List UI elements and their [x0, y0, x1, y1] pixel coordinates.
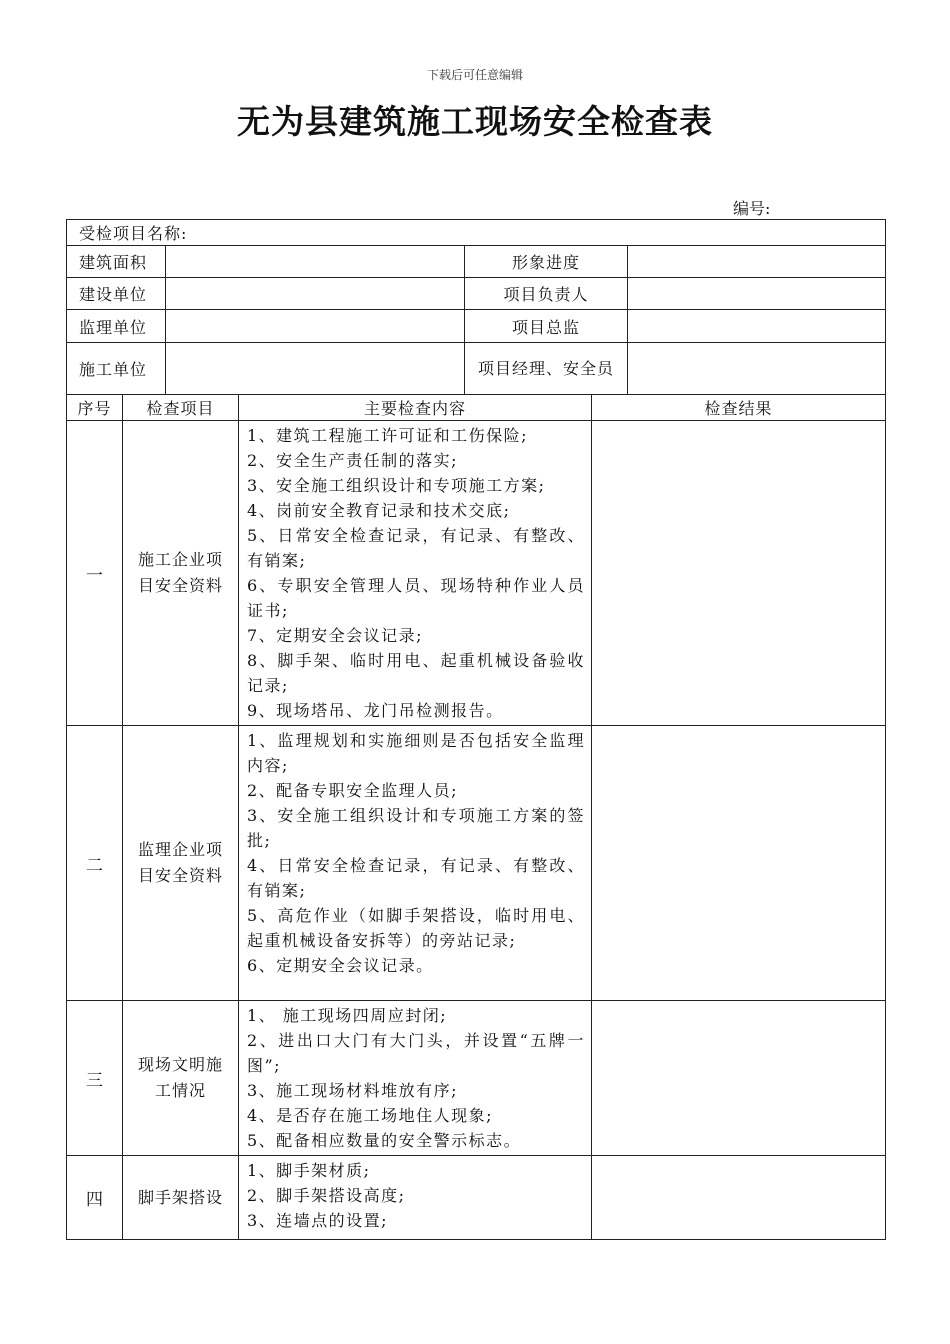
developer-value[interactable] — [166, 278, 465, 310]
content-line: 6、定期安全会议记录。 — [247, 956, 434, 975]
content-line: 2、进出口大门有大门头，并设置“五牌一图”; — [247, 1031, 585, 1075]
content-line: 5、日常安全检查记录，有记录、有整改、有销案; — [247, 526, 585, 570]
supervisor-unit-label: 监理单位 — [67, 310, 166, 343]
row-item: 脚手架搭设 — [123, 1156, 239, 1240]
row-number: 四 — [67, 1156, 123, 1240]
content-line: 3、连墙点的设置; — [247, 1211, 389, 1230]
content-line: 4、日常安全检查记录，有记录、有整改、有销案; — [247, 856, 585, 900]
table-row — [67, 726, 886, 1001]
row-content — [239, 421, 592, 726]
content-line: 8、脚手架、临时用电、起重机械设备验收记录; — [247, 651, 585, 695]
row-content — [239, 1156, 592, 1240]
content-line: 2、安全生产责任制的落实; — [247, 451, 459, 470]
row-item: 施工企业项目安全资料 — [123, 421, 239, 726]
serial-number-label: 编号: — [733, 199, 771, 218]
contractor-value[interactable] — [166, 343, 465, 395]
chief-supervisor-label: 项目总监 — [465, 310, 628, 343]
building-area-label: 建筑面积 — [67, 246, 166, 278]
project-leader-label: 项目负责人 — [465, 278, 628, 310]
chief-supervisor-value[interactable] — [628, 310, 886, 343]
header-content: 主要检查内容 — [239, 395, 592, 421]
row-item: 现场文明施工情况 — [123, 1001, 239, 1156]
inspection-table — [66, 394, 886, 1240]
content-line: 2、脚手架搭设高度; — [247, 1186, 406, 1205]
content-line: 7、定期安全会议记录; — [247, 626, 424, 645]
row-result[interactable] — [592, 421, 886, 726]
content-line: 5、高危作业（如脚手架搭设，临时用电、起重机械设备安拆等）的旁站记录; — [247, 906, 585, 950]
header-serial: 序号 — [67, 395, 123, 421]
row-content — [239, 726, 592, 1001]
manager-safety-officer-label: 项目经理、安全员 — [465, 343, 628, 395]
table-row — [67, 421, 886, 726]
content-line: 3、安全施工组织设计和专项施工方案; — [247, 476, 546, 495]
content-line: 1、脚手架材质; — [247, 1161, 371, 1180]
content-line: 1、监理规划和实施细则是否包括安全监理内容; — [247, 731, 585, 775]
header-item: 检查项目 — [123, 395, 239, 421]
table-row — [67, 1001, 886, 1156]
supervisor-unit-value[interactable] — [166, 310, 465, 343]
project-leader-value[interactable] — [628, 278, 886, 310]
header-result: 检查结果 — [592, 395, 886, 421]
row-result[interactable] — [592, 1156, 886, 1240]
progress-label: 形象进度 — [465, 246, 628, 278]
row-number: 一 — [67, 421, 123, 726]
content-line: 5、配备相应数量的安全警示标志。 — [247, 1131, 522, 1150]
building-area-value[interactable] — [166, 246, 465, 278]
project-name-label: 受检项目名称: — [67, 220, 886, 246]
project-info-table — [66, 219, 886, 395]
header-note: 下载后可任意编辑 — [426, 68, 523, 82]
content-line: 6、专职安全管理人员、现场特种作业人员证书; — [247, 576, 585, 620]
content-line: 3、安全施工组织设计和专项施工方案的签批; — [247, 806, 585, 850]
content-line: 1、 施工现场四周应封闭; — [247, 1006, 448, 1025]
row-result[interactable] — [592, 1001, 886, 1156]
content-line: 4、岗前安全教育记录和技术交底; — [247, 501, 511, 520]
table-row — [67, 1156, 886, 1240]
content-line: 4、是否存在施工场地住人现象; — [247, 1106, 494, 1125]
row-result[interactable] — [592, 726, 886, 1001]
contractor-label: 施工单位 — [67, 343, 166, 395]
content-line: 9、现场塔吊、龙门吊检测报告。 — [247, 701, 504, 720]
row-number: 三 — [67, 1001, 123, 1156]
page-title: 无为县建筑施工现场安全检查表 — [237, 102, 713, 141]
row-number: 二 — [67, 726, 123, 1001]
row-item: 监理企业项目安全资料 — [123, 726, 239, 1001]
developer-label: 建设单位 — [67, 278, 166, 310]
manager-safety-officer-value[interactable] — [628, 343, 886, 395]
row-content — [239, 1001, 592, 1156]
content-line: 1、建筑工程施工许可证和工伤保险; — [247, 426, 529, 445]
progress-value[interactable] — [628, 246, 886, 278]
content-line: 2、配备专职安全监理人员; — [247, 781, 459, 800]
content-line: 3、施工现场材料堆放有序; — [247, 1081, 459, 1100]
